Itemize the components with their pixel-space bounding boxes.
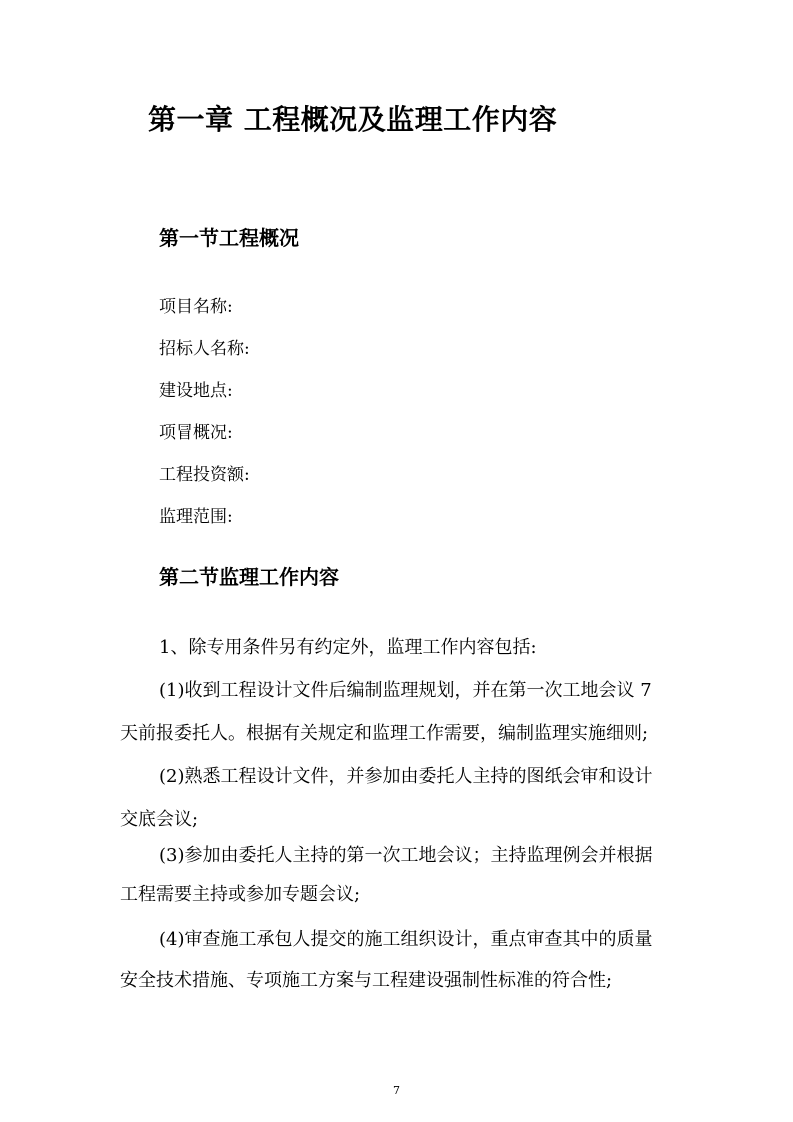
paragraph-line: 安全技术措施、专项施工方案与工程建设强制性标准的符合性; — [120, 970, 613, 991]
page-number: 7 — [393, 1084, 400, 1097]
paragraph-line: 天前报委托人。根据有关规定和监理工作需要，编制监理实施细则; — [120, 723, 649, 744]
paragraph-line: 工程需要主持或参加专题会议; — [120, 884, 361, 905]
section-title-overview: 第一节工程概况 — [159, 226, 299, 250]
field-project-overview: 项冒概况: — [159, 423, 233, 443]
section-title-supervision-content: 第二节监理工作内容 — [159, 565, 339, 589]
paragraph-line: (3)参加由委托人主持的第一次工地会议；主持监理例会并根据 — [159, 845, 653, 866]
chapter-title: 第一章 工程概况及监理工作内容 — [148, 103, 558, 136]
field-supervision-scope: 监理范围: — [159, 507, 233, 527]
paragraph-line: (2)熟悉工程设计文件，并参加由委托人主持的图纸会审和设计 — [159, 766, 653, 787]
field-project-name: 项目名称: — [159, 297, 233, 317]
paragraph-line: (1)收到工程设计文件后编制监理规划，并在第一次工地会议 7 — [159, 680, 652, 701]
paragraph-line: (4)审查施工承包人提交的施工组织设计，重点审查其中的质量 — [159, 929, 653, 950]
paragraph-line: 1、除专用条件另有约定外，监理工作内容包括: — [159, 637, 537, 658]
field-construction-site: 建设地点: — [159, 381, 233, 401]
field-tenderer-name: 招标人名称: — [159, 339, 250, 359]
paragraph-line: 交底会议; — [120, 809, 199, 830]
field-investment-amount: 工程投资额: — [159, 465, 250, 485]
